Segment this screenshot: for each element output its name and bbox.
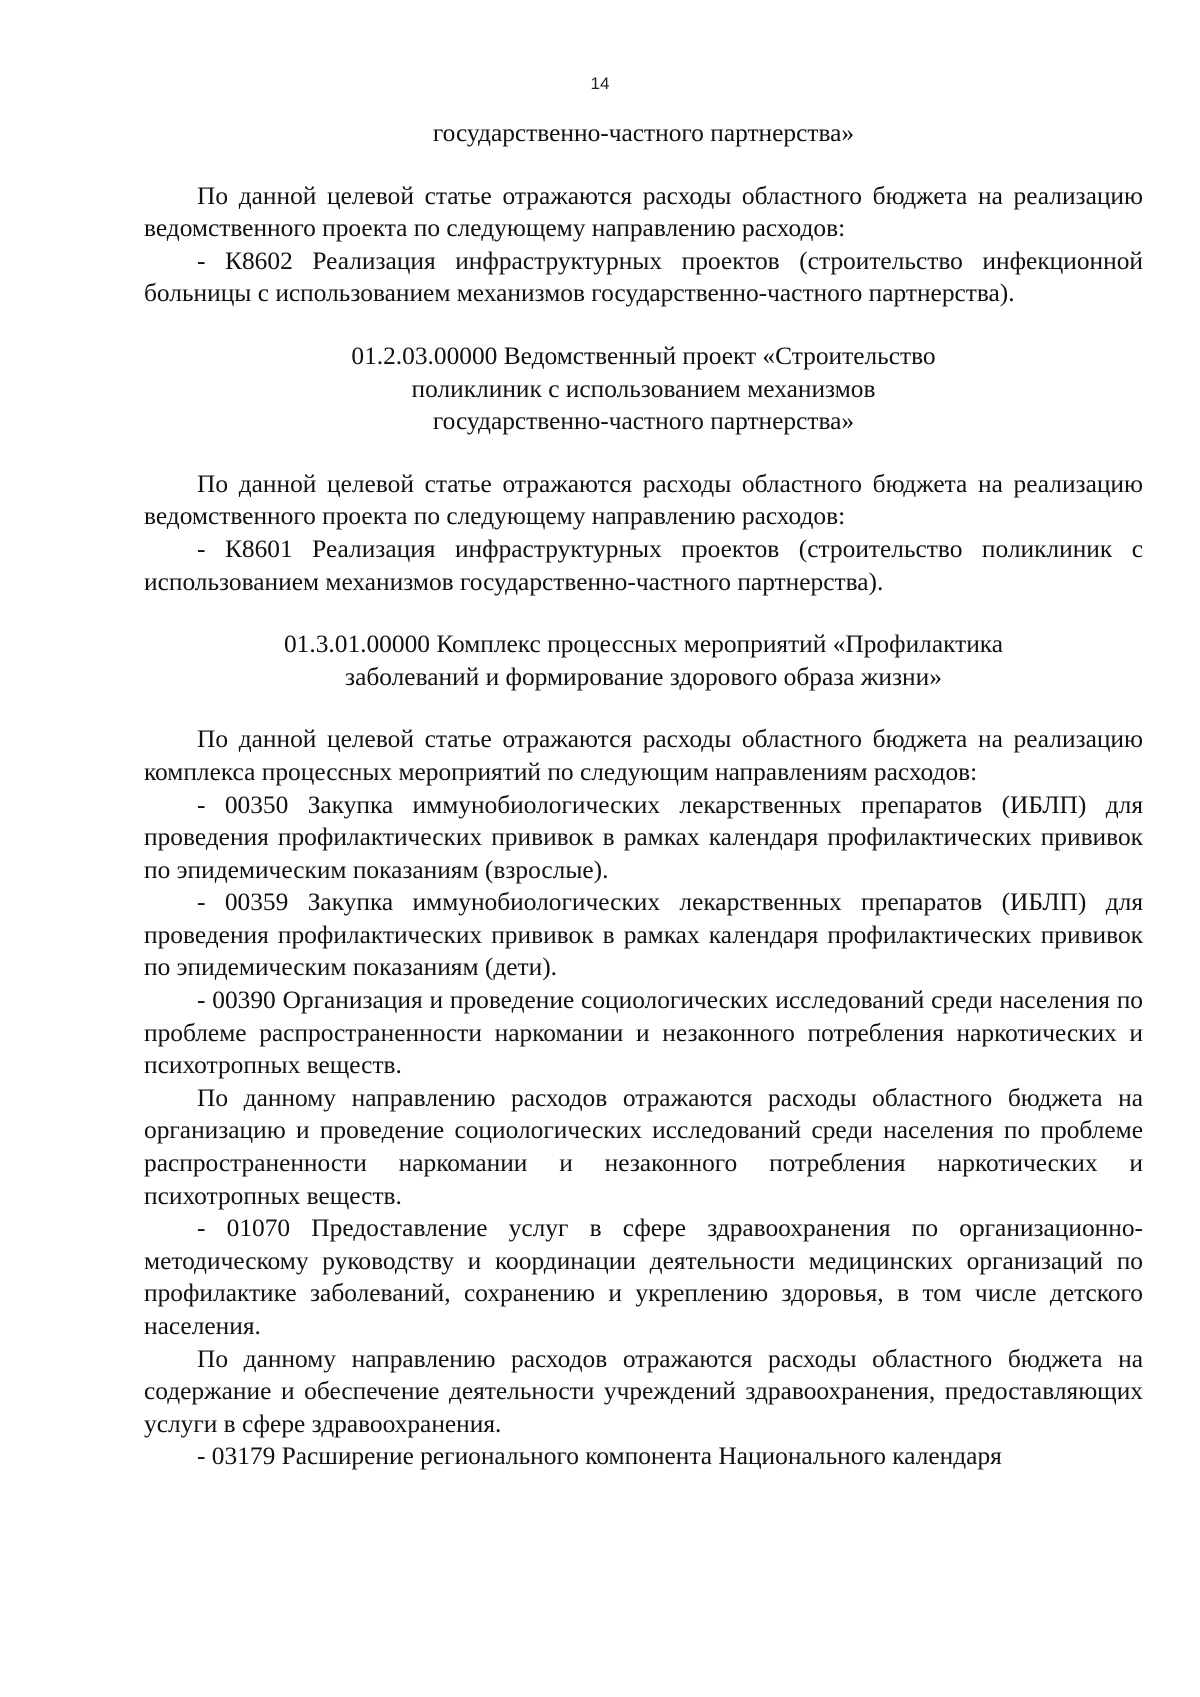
paragraph: По данной целевой статье отражаются расходы областного бюджета на реализацию комплекса процессных мероприятий по следующим направлениям расходов: <box>144 725 1143 786</box>
heading-line: поликлиник с использованием механизмов <box>411 374 876 403</box>
expense-item: - 00359 Закупка иммунобиологических лекарственных препаратов (ИБЛП) для проведения профилактических прививок в рамках календаря профилактических прививок по эпидемическим показаниям (дети). <box>144 888 1143 982</box>
spacer <box>144 693 1143 723</box>
spacer <box>144 598 1143 628</box>
heading-line: 01.3.01.00000 Комплекс процессных мероприятий «Профилактика <box>283 630 1004 659</box>
paragraph: По данному направлению расходов отражаются расходы областного бюджета на организацию и проведение социологических исследований среди населения по проблеме распространенности наркомании и незаконного потребления наркотических и психотропных веществ. <box>144 1083 1143 1210</box>
paragraph: По данному направлению расходов отражаются расходы областного бюджета на содержание и обеспечение деятельности учреждений здравоохранения, предоставляющих услуги в сфере здравоохранения. <box>144 1344 1143 1438</box>
heading-line: государственно-частного партнерства» <box>432 119 855 147</box>
paragraph: По данной целевой статье отражаются расходы областного бюджета на реализацию ведомственного проекта по следующему направлению расходов: <box>144 469 1143 531</box>
section-heading <box>144 628 1143 693</box>
expense-item: - 01070 Предоставление услуг в сфере здравоохранения по организационно-методическому руководству и координации деятельности медицинских организаций по профилактике заболеваний, сохранению и укреплению здоровья, в том числе детского населения. <box>144 1214 1143 1340</box>
heading-line: государственно-частного партнерства» <box>432 407 855 436</box>
expense-item: - К8601 Реализация инфраструктурных проектов (строительство поликлиник с использованием механизмов государственно-частного партнерства). <box>144 534 1143 596</box>
spacer <box>144 310 1143 340</box>
paragraph: По данной целевой статье отражаются расходы областного бюджета на реализацию ведомственного проекта по следующему направлению расходов: <box>144 181 1143 243</box>
section-heading-continuation <box>144 117 1143 150</box>
spacer <box>144 438 1143 468</box>
page-number: 14 <box>590 74 610 93</box>
spacer <box>144 150 1143 180</box>
section-heading <box>144 340 1143 438</box>
expense-item: - К8602 Реализация инфраструктурных проектов (строительство инфекционной больницы с использованием механизмов государственно-частного партнерства). <box>144 246 1143 308</box>
expense-item: - 03179 Расширение регионального компонента Национального календаря <box>197 1442 1002 1471</box>
heading-line: 01.2.03.00000 Ведомственный проект «Строительство <box>351 341 936 370</box>
heading-line: заболеваний и формирование здорового образа жизни» <box>345 662 942 691</box>
document-body <box>144 117 1143 1473</box>
expense-item: - 00390 Организация и проведение социологических исследований среди населения по проблеме распространенности наркомании и незаконного потребления наркотических и психотропных веществ. <box>144 986 1143 1080</box>
expense-item: - 00350 Закупка иммунобиологических лекарственных препаратов (ИБЛП) для проведения профилактических прививок в рамках календаря профилактических прививок по эпидемическим показаниям (взрослые). <box>144 790 1143 884</box>
